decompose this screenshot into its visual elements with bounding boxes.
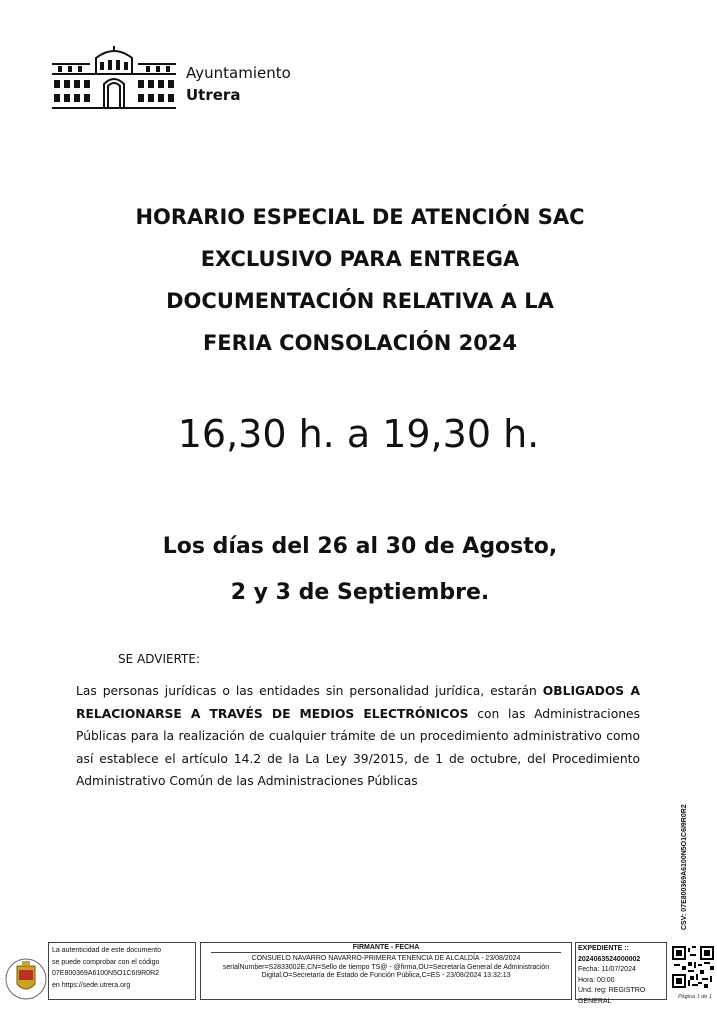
logo-line-utrera: Utrera: [186, 86, 241, 104]
days-line-1: Los días del 26 al 30 de Agosto,: [162, 534, 558, 559]
headline-line-1: HORARIO ESPECIAL DE ATENCIÓN SAC: [135, 205, 585, 229]
notice-text-part-1: Las personas jurídicas o las entidades sin personalidad jurídica, estarán: [76, 684, 543, 698]
notice-text-part-2: con las Administraciones Públicas para la realización de cualquier trámite de un procedimiento administrativo como así establece el artículo 14.2 de la La Ley 39/2015, de 1 de octubre, del Procedimiento Administrativo Común de las Administraciones Públicas: [76, 706, 640, 788]
auth-url[interactable]: en https://sede.utrera.org: [52, 981, 131, 989]
qr-code-icon[interactable]: [672, 946, 714, 988]
service-days: [60, 524, 660, 616]
municipal-seal-icon: [4, 946, 48, 1012]
notice-bold-text: OBLIGADOS A RELACIONARSE A TRAVÉS DE MEDIOS ELECTRÓNICOS: [76, 684, 640, 721]
expediente-hora: Hora: 00:00: [578, 976, 615, 984]
signature-footer: [0, 940, 717, 1020]
signer-line-2: serialNumber=S2833002E,CN=Sello de tiempo TS@ - @firma,OU=Secretaría General de Administración: [222, 963, 550, 971]
notice-body: [76, 680, 640, 793]
csv-code-vertical: CSV: 07E800369A6100N5O1C6I9R0R2: [681, 804, 688, 930]
page-number: Página 1 de 1: [678, 994, 712, 1000]
notice-headline: [60, 196, 660, 364]
logo-text: [186, 62, 291, 106]
days-line-2: 2 y 3 de Septiembre.: [230, 580, 490, 605]
logo-line-ayuntamiento: Ayuntamiento: [186, 64, 291, 82]
signer-line-3: Digital,O=Secretaría de Estado de Función Pública,C=ES - 23/08/2024 13:32:13: [261, 972, 511, 979]
authenticity-box: [48, 942, 196, 1000]
auth-code: 07E800369A6100N5O1C6I9R0R2: [52, 970, 160, 977]
signer-line-1: CONSUELO NAVARRO NAVARRO-PRIMERA TENENCIA DE ALCALDÍA - 23/08/2024: [251, 955, 521, 962]
signer-body: [201, 953, 571, 981]
expediente-number: 2024063524000002: [578, 955, 641, 963]
auth-line-2: se puede comprobar con el código: [52, 958, 160, 966]
notice-title: SE ADVIERTE:: [118, 652, 201, 666]
opening-hours: 16,30 h. a 19,30 h.: [177, 412, 540, 456]
town-hall-emblem-icon: [50, 44, 178, 114]
expediente-und-reg: Und. reg: REGISTRO GENERAL: [578, 987, 646, 1005]
expediente-label: EXPEDIENTE ::: [578, 945, 629, 952]
signer-box: [200, 942, 572, 1000]
headline-line-4: FERIA CONSOLACIÓN 2024: [202, 331, 518, 355]
headline-line-2: EXCLUSIVO PARA ENTREGA: [200, 247, 520, 271]
auth-line-1: La autenticidad de este documento: [52, 947, 161, 954]
headline-line-3: DOCUMENTACIÓN RELATIVA A LA: [166, 289, 554, 313]
expediente-box: [575, 942, 667, 1005]
expediente-fecha: Fecha: 11/07/2024: [578, 966, 636, 973]
ayuntamiento-logo: [50, 44, 300, 114]
signer-header: FIRMANTE - FECHA: [211, 943, 561, 953]
